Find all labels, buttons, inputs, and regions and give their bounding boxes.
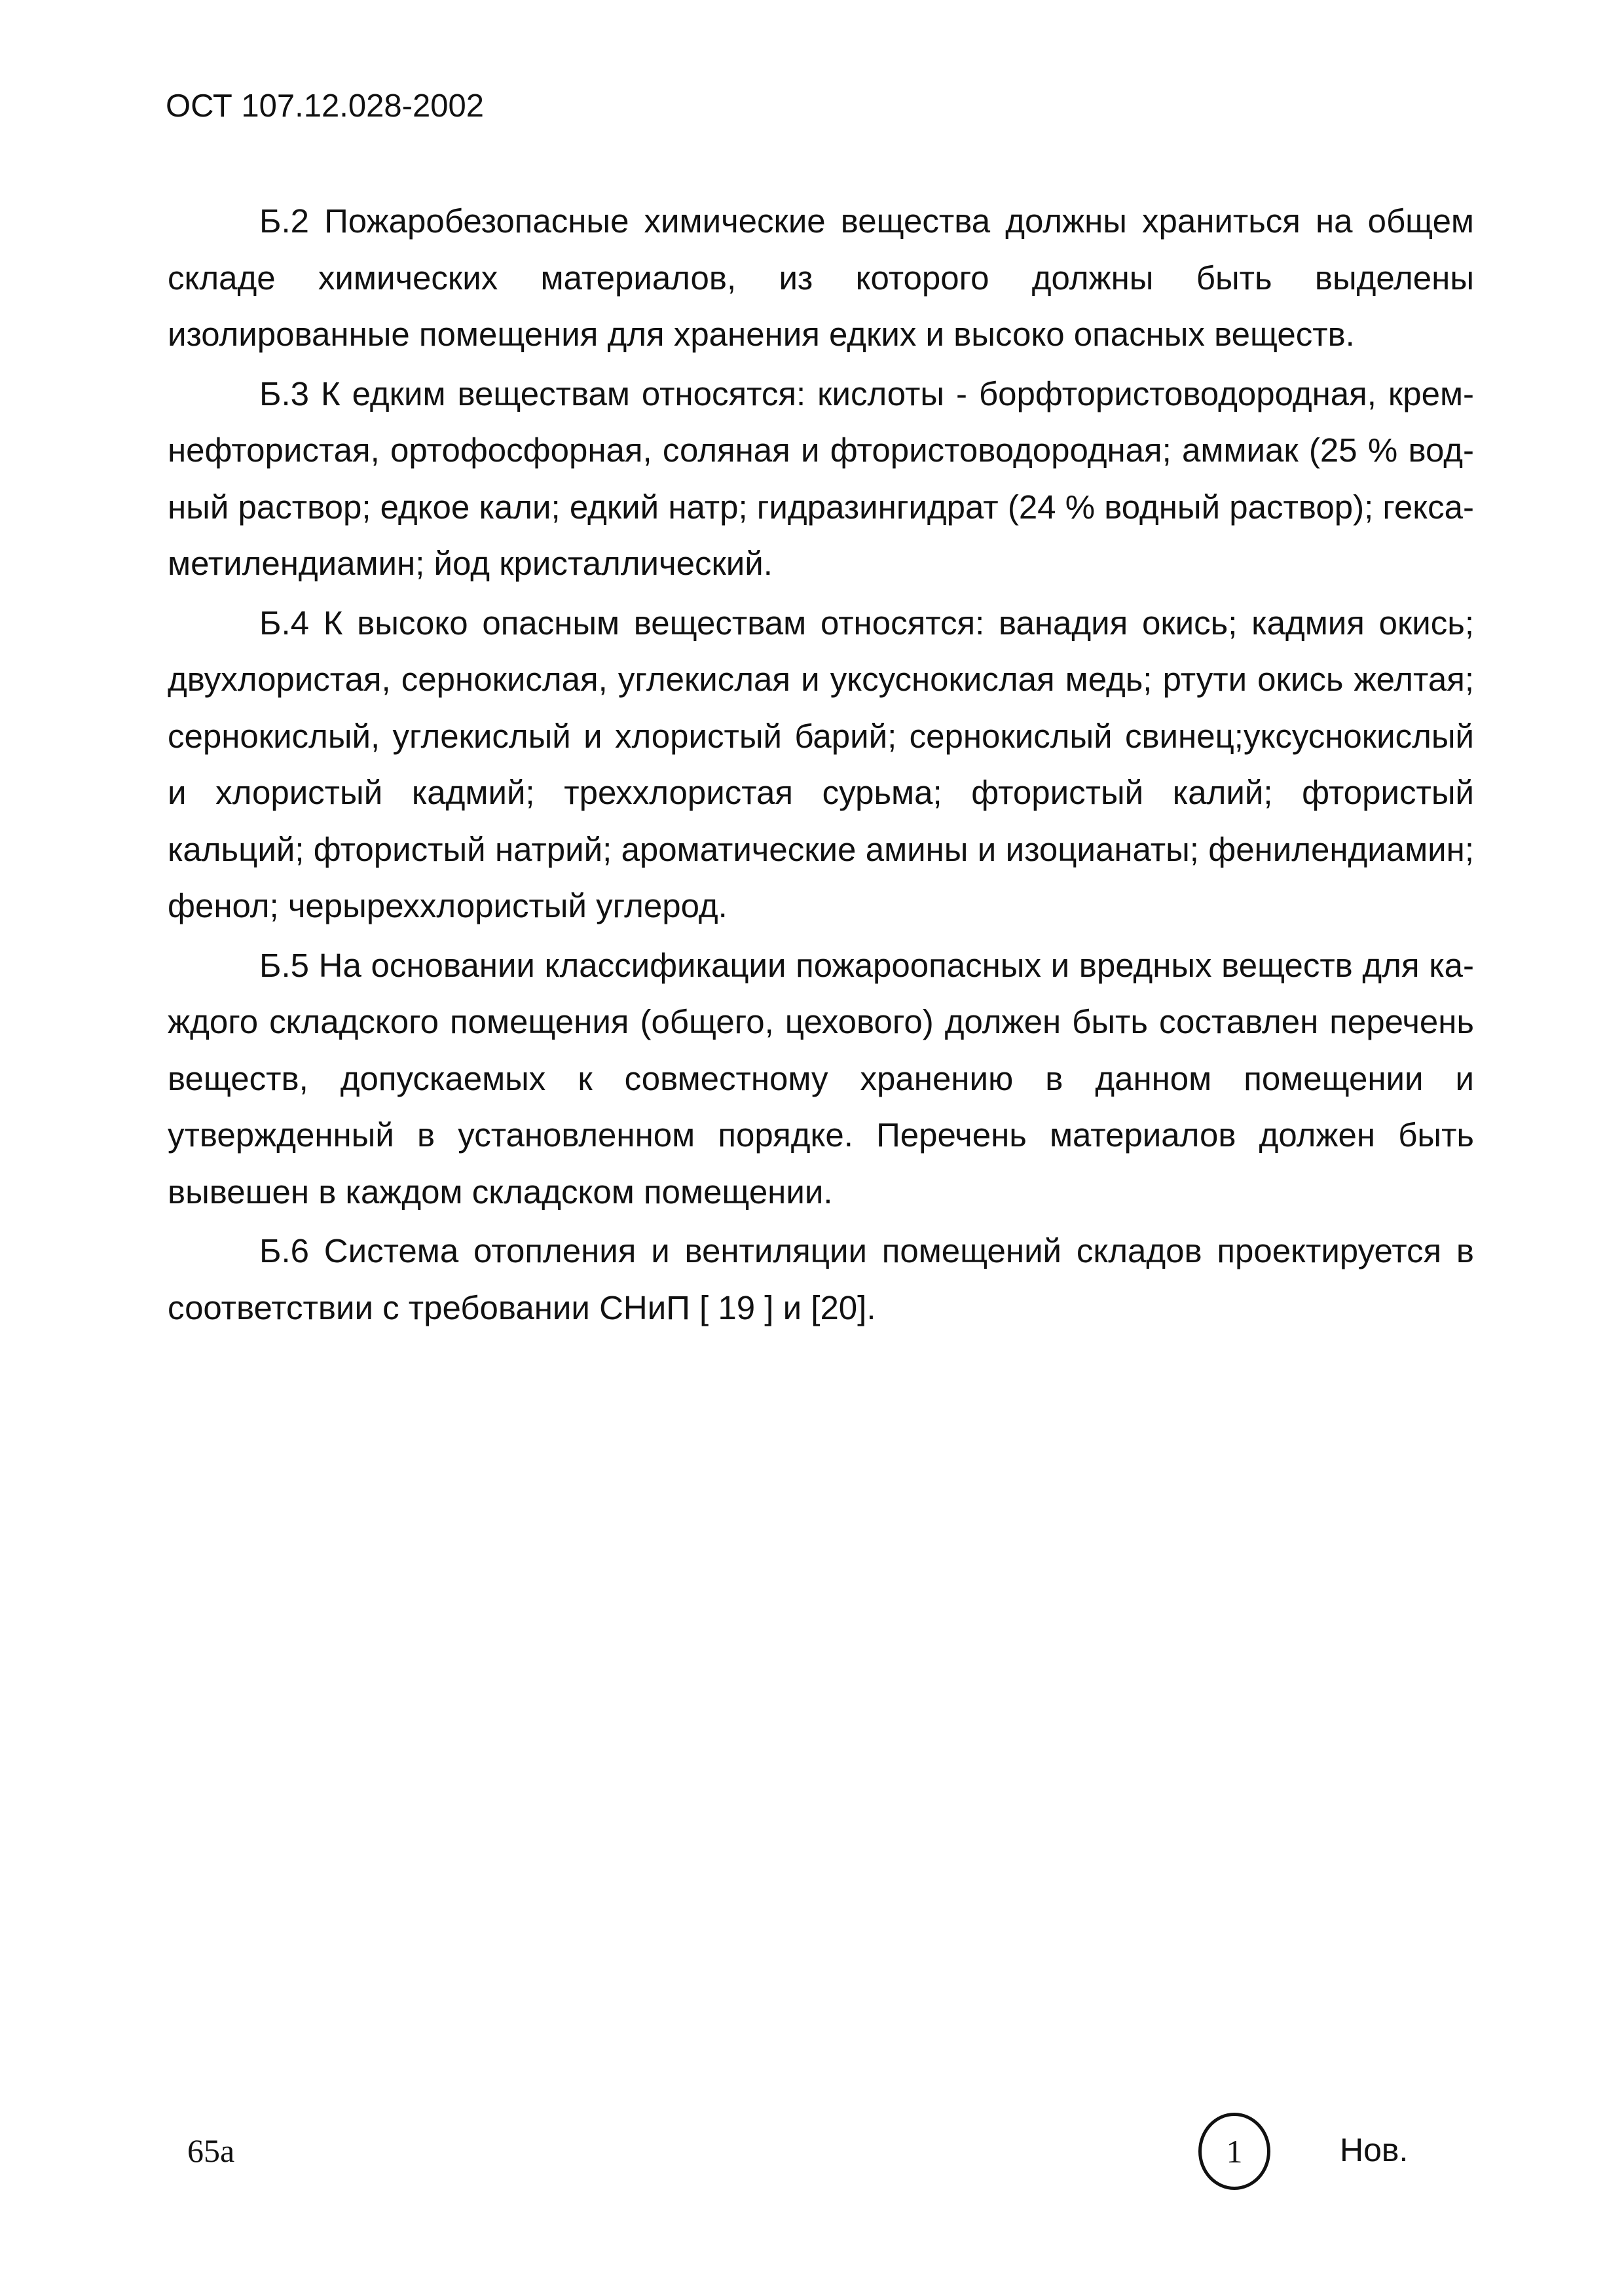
document-body (168, 193, 1474, 1339)
change-note: Нов. (1340, 2132, 1409, 2168)
change-number-circle (1198, 2113, 1270, 2190)
paragraph-b2: Б.2 Пожаробезопасные химические вещества должны храниться на общем складе химических материалов, из которого должны быть выделены изолированные помещения для хранения едких и высоко опасных веществ. (168, 202, 1474, 353)
paragraph-b3: Б.3 К едким веществам относятся: кислоты - борфтористоводородная, кремнефтористая, ортофосфорная, соляная и фтористоводородная; аммиак (25 % водный раствор; едкое кали; едкий натр; гидразингидрат (24 % водный раствор); гексаметилендиамин; йод кристаллический. (168, 374, 1474, 582)
paragraph-b6: Б.6 Система отопления и вентиляции помещений складов проектируется в соответствии с требовании СНиП [ 19 ] и [20]. (168, 1232, 1474, 1326)
document-code-header: ОСТ 107.12.028-2002 (166, 88, 484, 124)
page-number: 65а (187, 2132, 235, 2169)
change-number: 1 (1226, 2133, 1243, 2170)
paragraph-b5: Б.5 На основании классификации пожароопасных и вредных веществ для каждого складского помещения (общего, цехового) должен быть составлен перечень веществ, допускаемых к совместному хранению в данном помещении и утвержденный в установленном порядке. Перечень материалов должен быть вывешен в каждом складском помещении. (168, 946, 1474, 1211)
paragraph-b4: Б.4 К высоко опасным веществам относятся: ванадия окись; кадмия окись; двухлористая, сернокислая, углекислая и уксуснокислая медь; ртути окись желтая; сернокислый, углекислый и хлористый барий; сернокислый свинец;уксуснокислый и хлористый кадмий; треххлористая сурьма; фтористый калий; фтористый кальций; фтористый натрий; ароматические амины и изоцианаты; фенилендиамин; фенол; черыреххлористый углерод. (168, 604, 1474, 924)
